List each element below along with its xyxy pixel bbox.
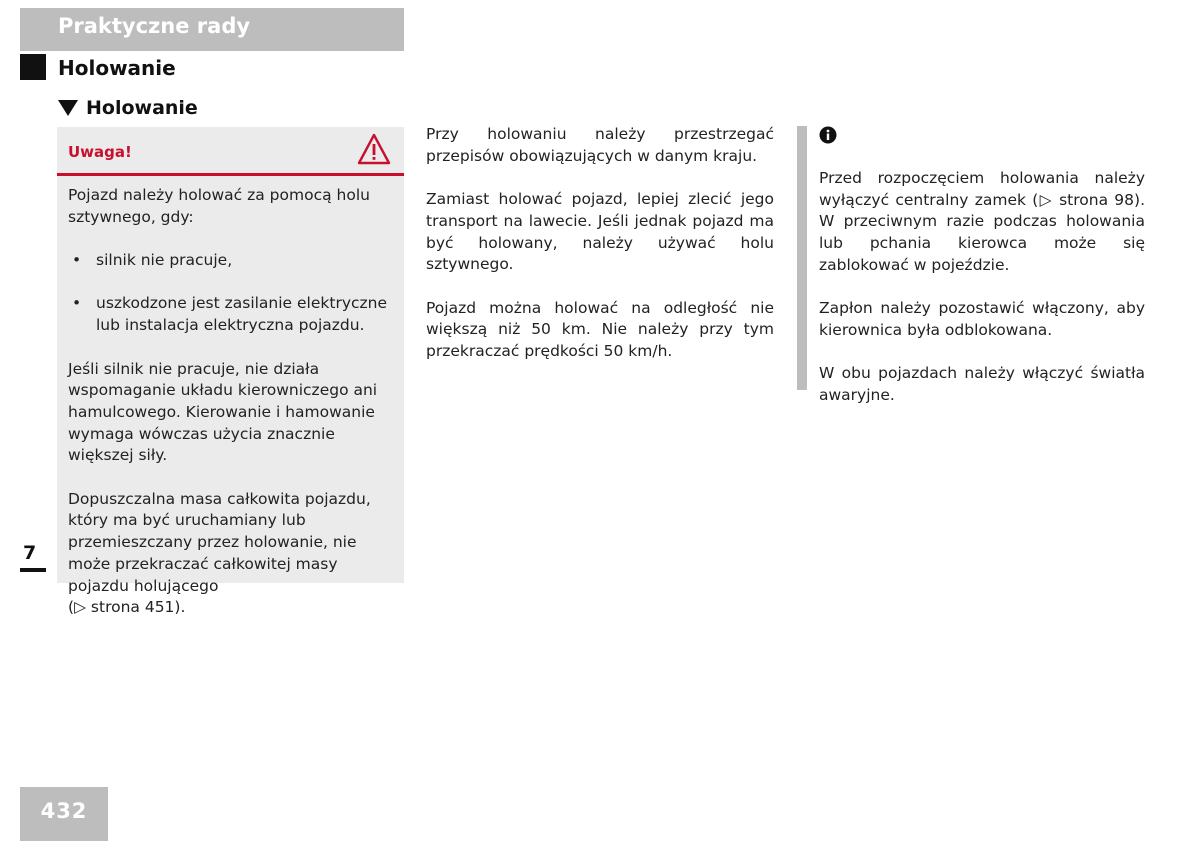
info-text: Przed rozpoczęciem holowania należy wyłączyć centralny zamek (: [819, 169, 1145, 209]
info-icon: [819, 126, 837, 144]
warning-box: [57, 127, 404, 617]
page-reference: strona 451).: [90, 598, 186, 617]
triangle-down-icon: [58, 100, 78, 116]
section-title: Holowanie: [58, 56, 176, 80]
warning-header: [57, 127, 404, 176]
warning-paragraph: [68, 489, 398, 619]
paragraph: Pojazd można holować na odległość nie większą niż 50 km. Nie należy przy tym przekraczać prędkości 50 km/h.: [426, 298, 774, 360]
section-marker: [20, 54, 46, 80]
warning-triangle-icon: [357, 133, 391, 165]
warning-body: [68, 185, 398, 641]
info-sidebar-bar: [797, 126, 807, 390]
chapter-number: 7: [23, 542, 37, 564]
warning-intro: Pojazd należy holować za pomocą holu sztywnego, gdy:: [68, 186, 370, 226]
subsection-title: [58, 97, 198, 119]
info-column: [819, 168, 1145, 428]
ref-open: (: [68, 598, 75, 617]
warning-paragraph: Jeśli silnik nie pracuje, nie działa wspomaganie układu kierowniczego ani hamulcowego. Kierowanie i hamowanie wymaga wówczas użycia znacznie większej siły.: [68, 359, 378, 465]
paragraph: Przy holowaniu należy przestrzegać przepisów obowiązujących w danym kraju.: [426, 125, 774, 165]
page-number: 432: [20, 787, 108, 841]
arrow-right-icon: ▷: [1038, 190, 1053, 209]
info-paragraph: W obu pojazdach należy włączyć światła awaryjne.: [819, 364, 1145, 404]
warning-bullet: • silnik nie pracuje,: [68, 250, 398, 272]
chapter-underline: [20, 568, 46, 572]
main-column: [426, 124, 774, 384]
info-paragraph: [819, 168, 1145, 277]
chapter-header: [20, 8, 404, 51]
info-paragraph: Zapłon należy pozostawić włączony, aby kierownica była odblokowana.: [819, 299, 1145, 339]
subsection-title-text: Holowanie: [86, 97, 198, 119]
arrow-right-icon: ▷: [74, 598, 86, 617]
warning-paragraph-text: Dopuszczalna masa całkowita pojazdu, który ma być uruchamiany lub przemieszczany przez holowanie, nie może przekraczać całkowitej masy pojazdu holującego: [68, 489, 371, 595]
info-text: strona 98). W przeciwnym razie podczas holowania lub pchania kierowca może się zablokować w pojeździe.: [819, 190, 1146, 274]
paragraph: Zamiast holować pojazd, lepiej zlecić jego transport na lawecie. Jeśli jednak pojazd ma być holowany, należy używać holu sztywnego.: [426, 190, 774, 274]
warning-label: Uwaga!: [68, 143, 132, 161]
warning-bullet: • uszkodzone jest zasilanie elektryczne lub instalacja elektryczna pojazdu.: [68, 293, 398, 336]
chapter-header-title: Praktyczne rady: [58, 14, 251, 38]
